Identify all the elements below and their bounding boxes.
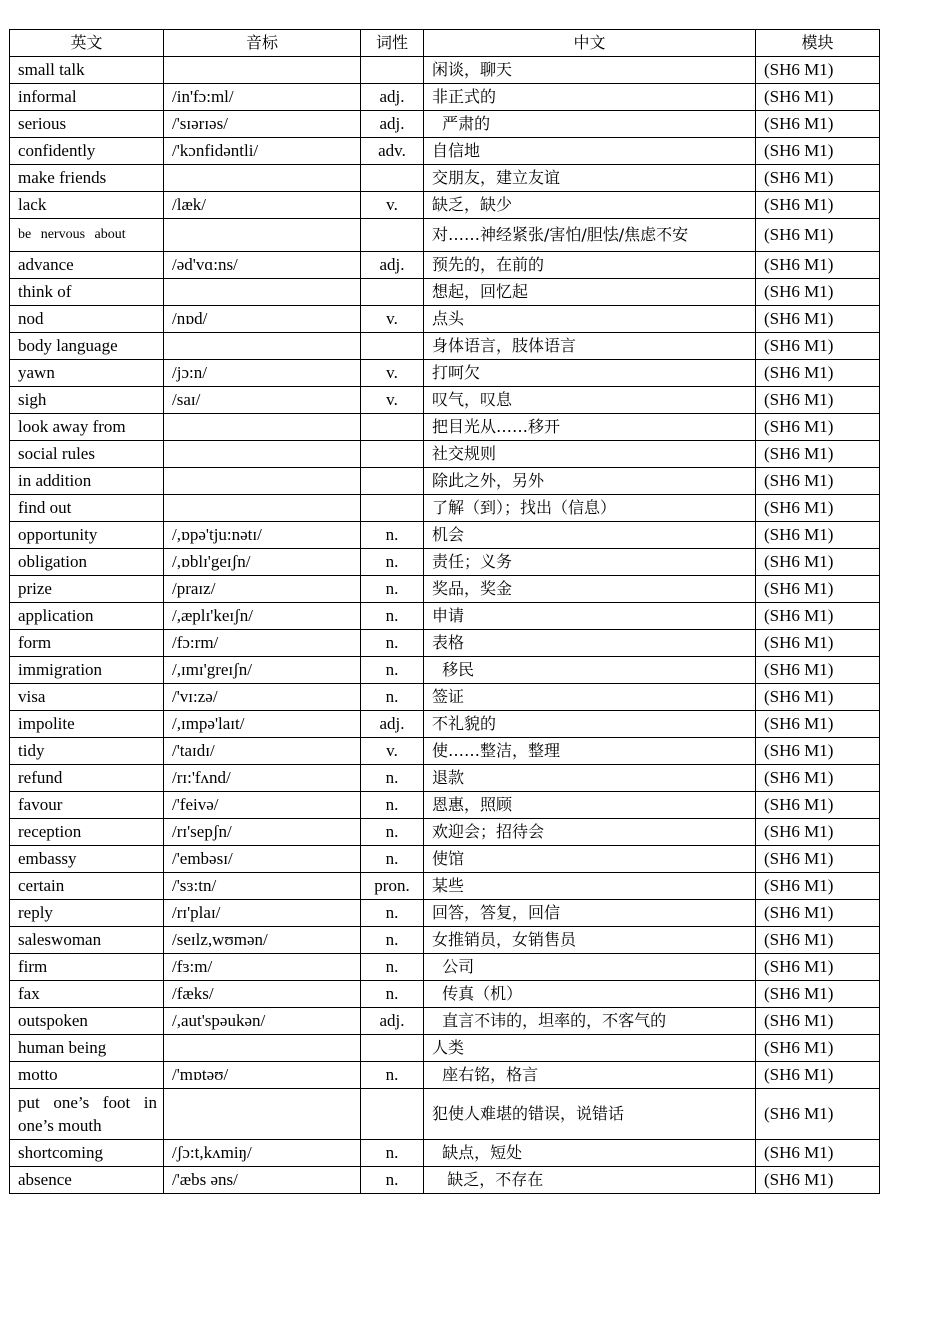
phonetic-cell: /praɪz/ [164,576,361,603]
module-cell: (SH6 M1) [756,333,880,360]
english-cell: small talk [10,57,164,84]
phonetic-cell: /fɔ:rm/ [164,630,361,657]
module-cell: (SH6 M1) [756,1167,880,1194]
table-row [10,603,880,630]
phonetic-cell [164,333,361,360]
chinese-cell: 欢迎会；招待会 [424,819,756,846]
module-cell: (SH6 M1) [756,819,880,846]
english-cell: shortcoming [10,1140,164,1167]
english-cell: outspoken [10,1008,164,1035]
part-of-speech-cell: n. [361,630,424,657]
chinese-cell: 使馆 [424,846,756,873]
module-cell: (SH6 M1) [756,846,880,873]
module-cell: (SH6 M1) [756,738,880,765]
phonetic-cell: /'sɪərɪəs/ [164,111,361,138]
chinese-cell: 女推销员，女销售员 [424,927,756,954]
chinese-cell: 签证 [424,684,756,711]
module-cell: (SH6 M1) [756,1035,880,1062]
chinese-cell: 申请 [424,603,756,630]
english-cell: absence [10,1167,164,1194]
chinese-cell: 打呵欠 [424,360,756,387]
part-of-speech-cell: n. [361,927,424,954]
table-row [10,1167,880,1194]
english-cell: sigh [10,387,164,414]
part-of-speech-cell: n. [361,900,424,927]
module-cell: (SH6 M1) [756,414,880,441]
chinese-cell: 把目光从……移开 [424,414,756,441]
part-of-speech-cell: n. [361,522,424,549]
table-row [10,1035,880,1062]
english-cell: embassy [10,846,164,873]
module-cell: (SH6 M1) [756,981,880,1008]
part-of-speech-cell: v. [361,360,424,387]
phonetic-cell [164,1035,361,1062]
module-cell: (SH6 M1) [756,630,880,657]
vocabulary-table [9,29,880,1194]
part-of-speech-cell: n. [361,1062,424,1089]
part-of-speech-cell: adj. [361,111,424,138]
part-of-speech-cell [361,333,424,360]
table-row [10,846,880,873]
phonetic-cell: /fæks/ [164,981,361,1008]
english-cell: fax [10,981,164,1008]
phonetic-cell [164,57,361,84]
table-row [10,522,880,549]
phonetic-cell: /,æplɪ'keɪʃn/ [164,603,361,630]
part-of-speech-cell: adj. [361,84,424,111]
table-row [10,1089,880,1140]
table-row [10,819,880,846]
part-of-speech-cell: n. [361,549,424,576]
table-row [10,495,880,522]
english-cell: human being [10,1035,164,1062]
english-cell: firm [10,954,164,981]
module-cell: (SH6 M1) [756,657,880,684]
english-cell: tidy [10,738,164,765]
english-cell: certain [10,873,164,900]
header-row [10,30,880,57]
phonetic-cell: /'taɪdɪ/ [164,738,361,765]
english-cell: advance [10,252,164,279]
module-cell: (SH6 M1) [756,522,880,549]
table-row [10,441,880,468]
english-cell: make friends [10,165,164,192]
english-cell: serious [10,111,164,138]
phonetic-cell: /nɒd/ [164,306,361,333]
part-of-speech-cell [361,468,424,495]
table-row [10,57,880,84]
english-cell: obligation [10,549,164,576]
table-row [10,165,880,192]
module-cell: (SH6 M1) [756,684,880,711]
module-cell: (SH6 M1) [756,252,880,279]
english-cell: saleswoman [10,927,164,954]
table-row [10,981,880,1008]
part-of-speech-cell: pron. [361,873,424,900]
module-cell: (SH6 M1) [756,1008,880,1035]
phonetic-cell: /,ɪmɪ'greɪʃn/ [164,657,361,684]
module-cell: (SH6 M1) [756,495,880,522]
phonetic-cell [164,441,361,468]
english-cell: informal [10,84,164,111]
english-cell: application [10,603,164,630]
table-row [10,84,880,111]
table-row [10,657,880,684]
table-row [10,192,880,219]
module-cell: (SH6 M1) [756,954,880,981]
chinese-cell: 交朋友，建立友谊 [424,165,756,192]
part-of-speech-cell: n. [361,819,424,846]
chinese-cell: 对……神经紧张/害怕/胆怯/焦虑不安 [424,219,756,252]
phonetic-cell: /fɜ:m/ [164,954,361,981]
part-of-speech-cell [361,1089,424,1140]
chinese-cell: 闲谈，聊天 [424,57,756,84]
chinese-cell: 点头 [424,306,756,333]
phonetic-cell: /rɪ'sepʃn/ [164,819,361,846]
phonetic-cell: /'mɒtəʊ/ [164,1062,361,1089]
part-of-speech-cell: v. [361,738,424,765]
table-row [10,387,880,414]
chinese-cell: 恩惠，照顾 [424,792,756,819]
phonetic-cell: /'embəsɪ/ [164,846,361,873]
chinese-cell: 身体语言，肢体语言 [424,333,756,360]
part-of-speech-cell [361,165,424,192]
english-cell: form [10,630,164,657]
table-row [10,333,880,360]
chinese-cell: 某些 [424,873,756,900]
module-cell: (SH6 M1) [756,138,880,165]
phonetic-cell [164,165,361,192]
chinese-cell: 公司 [424,954,756,981]
phonetic-cell: /saɪ/ [164,387,361,414]
english-cell: yawn [10,360,164,387]
phonetic-cell: /'feivə/ [164,792,361,819]
table-row [10,1062,880,1089]
part-of-speech-cell: v. [361,387,424,414]
english-cell: refund [10,765,164,792]
english-cell: confidently [10,138,164,165]
english-cell: nod [10,306,164,333]
module-cell: (SH6 M1) [756,387,880,414]
chinese-cell: 使……整洁，整理 [424,738,756,765]
module-cell: (SH6 M1) [756,711,880,738]
module-cell: (SH6 M1) [756,441,880,468]
part-of-speech-cell [361,1035,424,1062]
phonetic-cell: /rɪ'plaɪ/ [164,900,361,927]
english-cell: think of [10,279,164,306]
phonetic-cell: /seɪlz,wʊmən/ [164,927,361,954]
part-of-speech-cell [361,495,424,522]
table-row [10,765,880,792]
phonetic-cell [164,468,361,495]
phonetic-cell: /jɔ:n/ [164,360,361,387]
english-cell: opportunity [10,522,164,549]
module-cell: (SH6 M1) [756,468,880,495]
phonetic-cell: /əd'vɑ:ns/ [164,252,361,279]
part-of-speech-cell: n. [361,1167,424,1194]
module-cell: (SH6 M1) [756,279,880,306]
module-cell: (SH6 M1) [756,873,880,900]
phonetic-cell [164,495,361,522]
chinese-cell: 机会 [424,522,756,549]
table-row [10,414,880,441]
table-row [10,111,880,138]
part-of-speech-cell: n. [361,684,424,711]
table-row [10,927,880,954]
english-cell: look away from [10,414,164,441]
english-cell: motto [10,1062,164,1089]
part-of-speech-cell: adv. [361,138,424,165]
part-of-speech-cell: n. [361,576,424,603]
english-cell: reply [10,900,164,927]
table-row [10,738,880,765]
phonetic-cell: /,ɪmpə'laɪt/ [164,711,361,738]
english-cell: visa [10,684,164,711]
part-of-speech-cell: adj. [361,1008,424,1035]
english-cell: be nervous about [10,219,164,252]
part-of-speech-cell: n. [361,792,424,819]
chinese-cell: 直言不讳的，坦率的，不客气的 [424,1008,756,1035]
module-cell: (SH6 M1) [756,57,880,84]
module-cell: (SH6 M1) [756,1140,880,1167]
module-cell: (SH6 M1) [756,306,880,333]
part-of-speech-cell: n. [361,657,424,684]
module-cell: (SH6 M1) [756,765,880,792]
chinese-cell: 传真（机） [424,981,756,1008]
chinese-cell: 非正式的 [424,84,756,111]
chinese-cell: 缺乏，不存在 [424,1167,756,1194]
chinese-cell: 自信地 [424,138,756,165]
phonetic-cell: /læk/ [164,192,361,219]
part-of-speech-cell: v. [361,306,424,333]
module-cell: (SH6 M1) [756,84,880,111]
table-row [10,1008,880,1035]
english-cell: reception [10,819,164,846]
part-of-speech-cell: adj. [361,252,424,279]
table-row [10,576,880,603]
table-row [10,468,880,495]
phonetic-cell [164,219,361,252]
chinese-cell: 回答，答复，回信 [424,900,756,927]
module-cell: (SH6 M1) [756,111,880,138]
chinese-cell: 座右铭，格言 [424,1062,756,1089]
part-of-speech-cell: v. [361,192,424,219]
chinese-cell: 社交规则 [424,441,756,468]
part-of-speech-cell [361,414,424,441]
vocabulary-rows [10,57,880,1194]
table-row [10,873,880,900]
module-cell: (SH6 M1) [756,549,880,576]
chinese-cell: 表格 [424,630,756,657]
english-cell: social rules [10,441,164,468]
table-row [10,138,880,165]
chinese-cell: 叹气，叹息 [424,387,756,414]
chinese-cell: 想起，回忆起 [424,279,756,306]
part-of-speech-cell: n. [361,981,424,1008]
english-cell: in addition [10,468,164,495]
chinese-cell: 了解（到）；找出（信息） [424,495,756,522]
part-of-speech-cell: n. [361,954,424,981]
module-cell: (SH6 M1) [756,603,880,630]
part-of-speech-cell [361,279,424,306]
chinese-cell: 缺点，短处 [424,1140,756,1167]
phonetic-cell [164,1089,361,1140]
english-cell: find out [10,495,164,522]
table-row [10,1140,880,1167]
chinese-cell: 严肃的 [424,111,756,138]
english-cell: prize [10,576,164,603]
header-english: 英文 [10,30,164,57]
table-row [10,900,880,927]
english-cell: put one’s foot in one’s mouth [10,1089,164,1140]
english-cell: favour [10,792,164,819]
english-cell: immigration [10,657,164,684]
phonetic-cell: /'kɔnfidəntli/ [164,138,361,165]
header-chinese: 中文 [424,30,756,57]
chinese-cell: 缺乏，缺少 [424,192,756,219]
chinese-cell: 退款 [424,765,756,792]
phonetic-cell: /'sɜ:tn/ [164,873,361,900]
part-of-speech-cell [361,441,424,468]
module-cell: (SH6 M1) [756,792,880,819]
module-cell: (SH6 M1) [756,360,880,387]
header-phonetic: 音标 [164,30,361,57]
chinese-cell: 人类 [424,1035,756,1062]
english-cell: impolite [10,711,164,738]
table-row [10,954,880,981]
part-of-speech-cell [361,57,424,84]
phonetic-cell: /'æbs əns/ [164,1167,361,1194]
phonetic-cell: /rɪ:'fʌnd/ [164,765,361,792]
header-module: 模块 [756,30,880,57]
phonetic-cell: /,aut'spəukən/ [164,1008,361,1035]
phonetic-cell: /ʃɔ:t,kʌmiŋ/ [164,1140,361,1167]
part-of-speech-cell: n. [361,846,424,873]
module-cell: (SH6 M1) [756,576,880,603]
table-row [10,792,880,819]
part-of-speech-cell: n. [361,603,424,630]
module-cell: (SH6 M1) [756,900,880,927]
chinese-cell: 犯使人难堪的错误，说错话 [424,1089,756,1140]
table-row [10,360,880,387]
part-of-speech-cell: adj. [361,711,424,738]
part-of-speech-cell [361,219,424,252]
table-row [10,711,880,738]
english-cell: body language [10,333,164,360]
table-row [10,549,880,576]
phonetic-cell: /,ɒpə'tju:nətɪ/ [164,522,361,549]
chinese-cell: 移民 [424,657,756,684]
table-row [10,279,880,306]
table-row [10,252,880,279]
module-cell: (SH6 M1) [756,192,880,219]
module-cell: (SH6 M1) [756,1062,880,1089]
chinese-cell: 预先的，在前的 [424,252,756,279]
chinese-cell: 责任；义务 [424,549,756,576]
chinese-cell: 不礼貌的 [424,711,756,738]
phonetic-cell [164,414,361,441]
table-row [10,219,880,252]
table-row [10,306,880,333]
module-cell: (SH6 M1) [756,219,880,252]
part-of-speech-cell: n. [361,1140,424,1167]
module-cell: (SH6 M1) [756,165,880,192]
chinese-cell: 奖品，奖金 [424,576,756,603]
phonetic-cell: /in'fɔ:ml/ [164,84,361,111]
phonetic-cell [164,279,361,306]
table-row [10,630,880,657]
phonetic-cell: /'vɪ:zə/ [164,684,361,711]
table-row [10,684,880,711]
header-part-of-speech: 词性 [361,30,424,57]
english-cell: lack [10,192,164,219]
module-cell: (SH6 M1) [756,927,880,954]
phonetic-cell: /,ɒblɪ'geɪʃn/ [164,549,361,576]
module-cell: (SH6 M1) [756,1089,880,1140]
chinese-cell: 除此之外，另外 [424,468,756,495]
part-of-speech-cell: n. [361,765,424,792]
